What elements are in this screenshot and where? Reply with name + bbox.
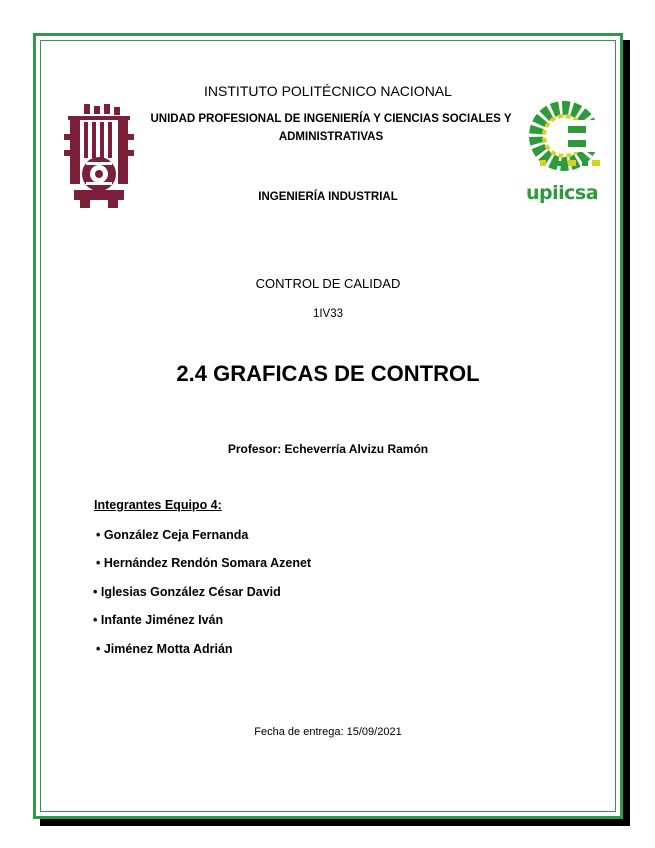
team-heading: Integrantes Equipo 4: [94,498,222,512]
team-member: • Jiménez Motta Adrián [96,642,233,656]
institution-name: INSTITUTO POLITÉCNICO NACIONAL [204,83,452,99]
career-name: INGENIERÍA INDUSTRIAL [258,191,398,203]
team-member: • Hernández Rendón Somara Azenet [96,556,312,570]
team-member: • Iglesias González César David [93,585,281,599]
delivery-date: Fecha de entrega: 15/09/2021 [254,726,402,738]
team-member: • González Ceja Fernanda [96,528,249,542]
team-member: • Infante Jiménez Iván [93,613,224,627]
group-code: 1IV33 [312,308,344,320]
academic-unit: UNIDAD PROFESIONAL DE INGENIERÍA Y CIENCIAS SOCIALES Y ADMINISTRATIVAS [150,113,512,143]
course-name: CONTROL DE CALIDAD [255,276,401,291]
upiicsa-logo-text: upiicsa [526,182,599,204]
professor-name: Profesor: Echeverría Alvizu Ramón [227,442,429,456]
document-title: 2.4 GRAFICAS DE CONTROL [176,361,480,386]
cover-page [33,33,623,819]
